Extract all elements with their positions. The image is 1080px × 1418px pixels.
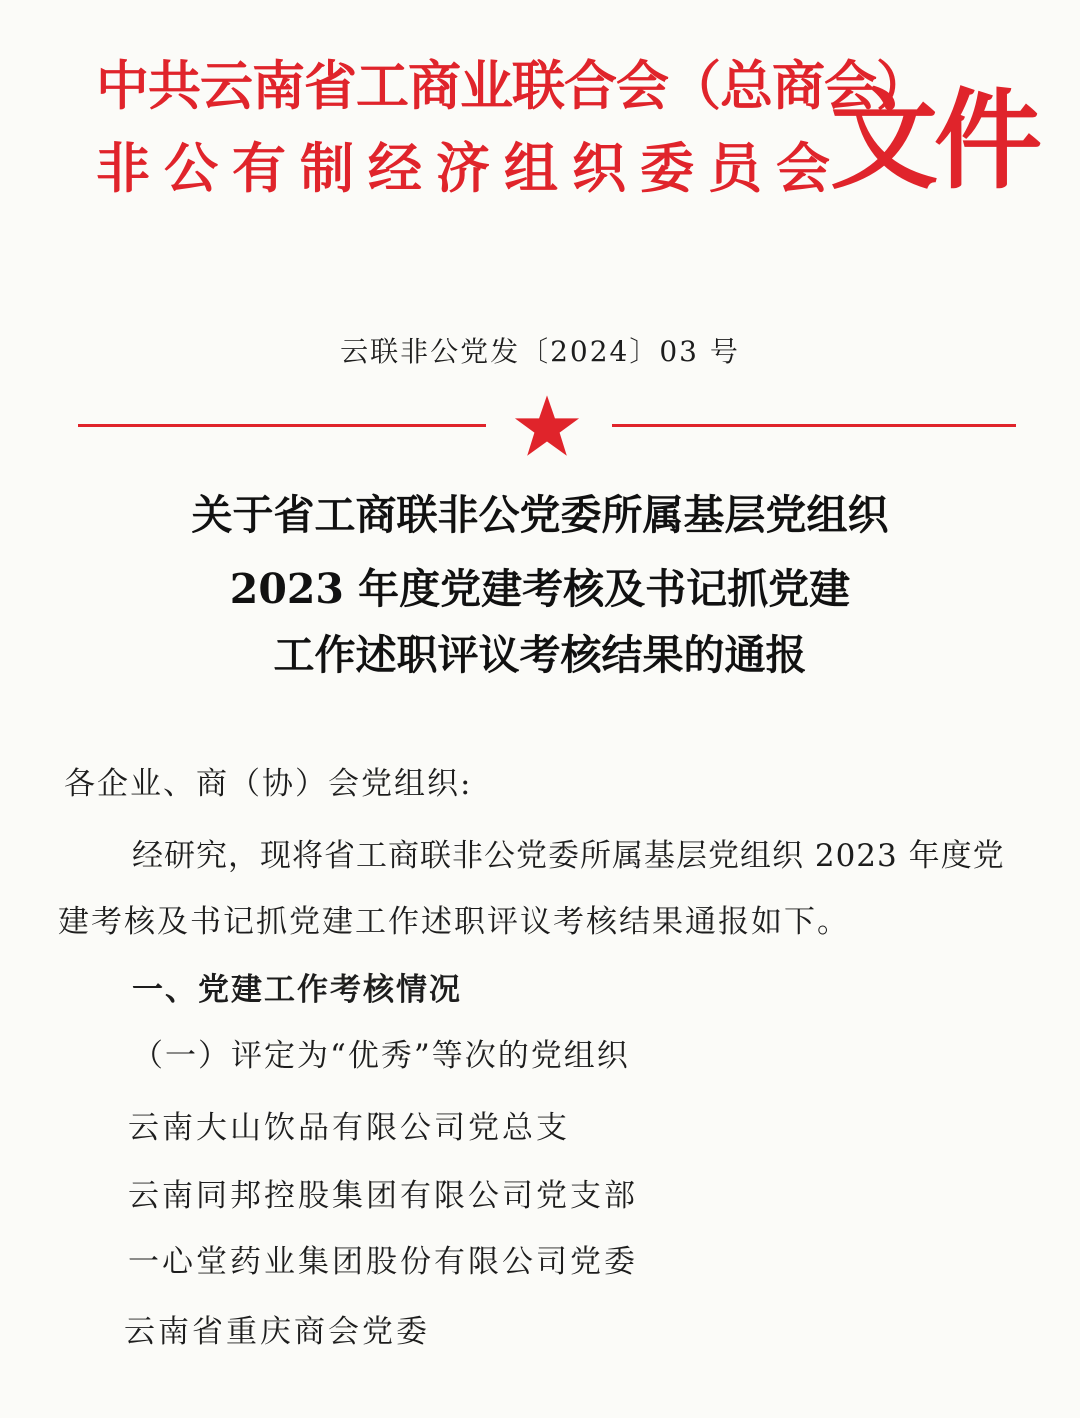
document-title-line-3: 工作述职评议考核结果的通报 — [273, 631, 807, 679]
organization-item: 云南大山饮品有限公司党总支 — [128, 1110, 570, 1146]
section-heading: 一、党建工作考核情况 — [132, 972, 462, 1008]
document-title-line-2: 2023 年度党建考核及书记抓党建 — [229, 565, 851, 613]
organization-item: 云南同邦控股集团有限公司党支部 — [128, 1178, 638, 1214]
subsection-heading: （一）评定为“优秀”等次的党组织 — [132, 1038, 630, 1074]
document-title-line-1: 关于省工商联非公党委所属基层党组织 — [191, 491, 889, 539]
document-number: 云联非公党发〔2024〕03 号 — [340, 335, 740, 368]
red-divider-right — [612, 424, 1016, 427]
red-divider-left — [78, 424, 486, 427]
issuer-line-1: 中共云南省工商业联合会（总商会） — [96, 56, 928, 117]
organization-item: 一心堂药业集团股份有限公司党委 — [128, 1244, 638, 1280]
issuer-line-2: 非公有制经济组织委员会 — [96, 137, 844, 200]
star-icon — [513, 394, 581, 458]
paragraph-line: 经研究，现将省工商联非公党委所属基层党组织 2023 年度党 — [132, 838, 1005, 874]
salutation: 各企业、商（协）会党组织: — [64, 766, 473, 802]
document-type-label: 文件 — [830, 79, 1039, 204]
paragraph-line: 建考核及书记抓党建工作述职评议考核结果通报如下。 — [58, 904, 850, 940]
organization-item: 云南省重庆商会党委 — [124, 1314, 430, 1350]
